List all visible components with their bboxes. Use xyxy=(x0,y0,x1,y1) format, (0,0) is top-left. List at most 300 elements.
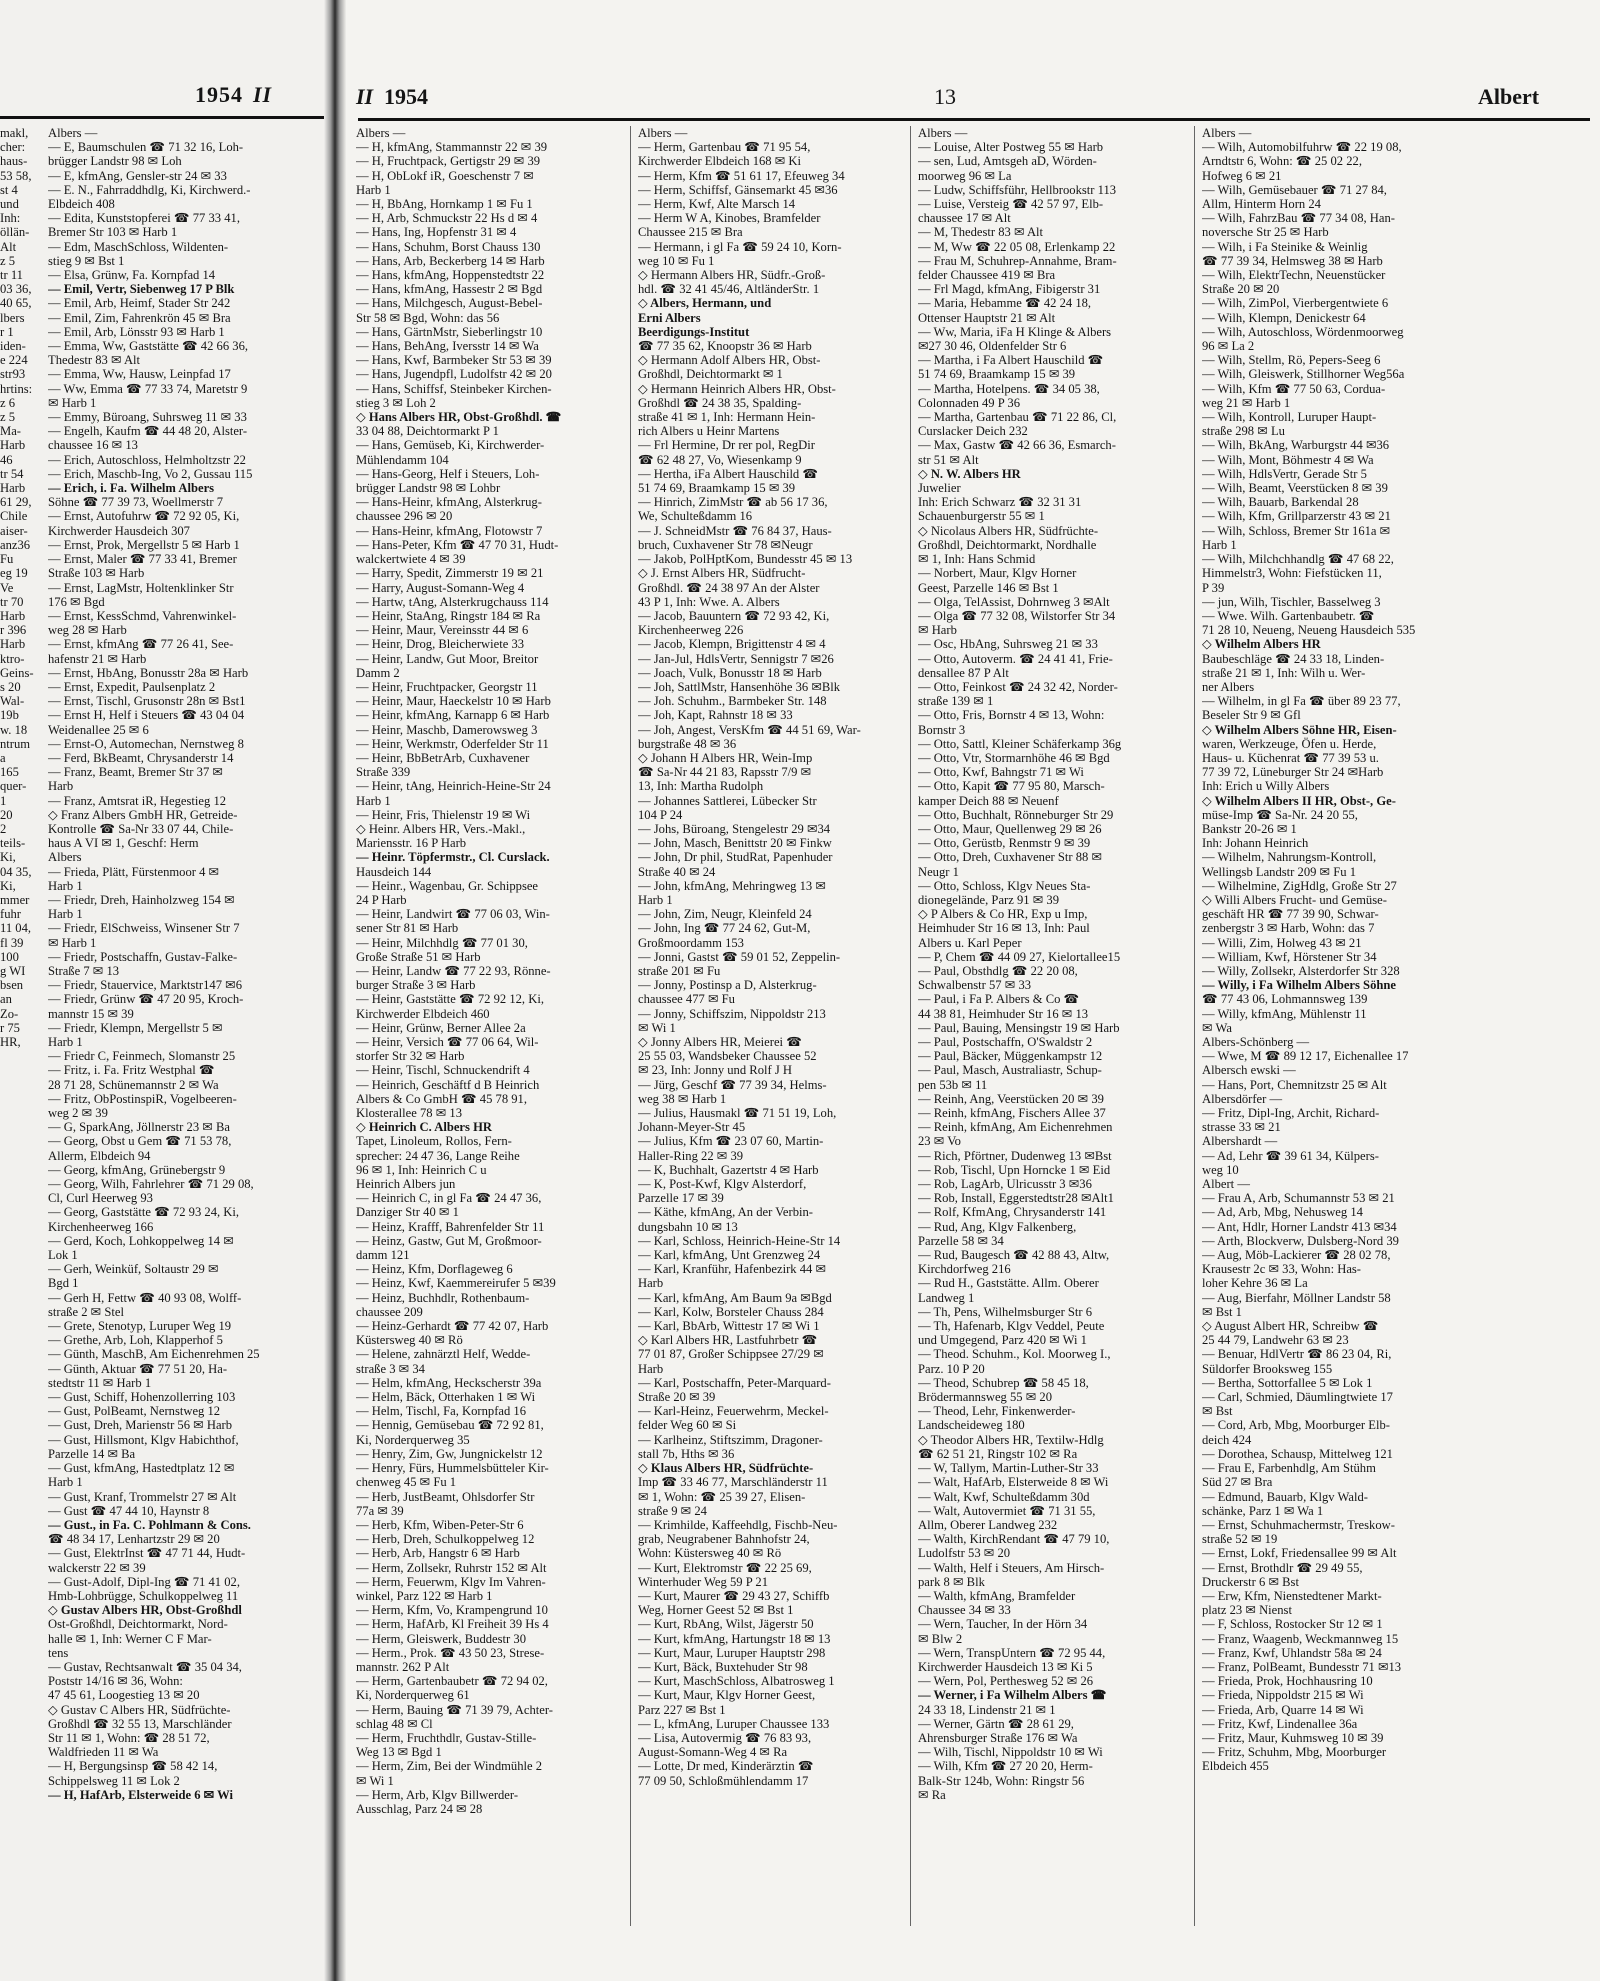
directory-line: — Grethe, Arb, Loh, Klapperhof 5 xyxy=(48,1333,223,1348)
left-page-header xyxy=(195,82,272,108)
directory-line: — Reinh, kfmAng, Am Eichenrehmen xyxy=(918,1120,1113,1135)
directory-line: — Henry, Zim, Gw, Jungnickelstr 12 xyxy=(356,1446,543,1461)
directory-line: ner Albers xyxy=(1202,679,1255,694)
directory-line: 71 28 10, Neueng, Neueng Hausdeich 535 xyxy=(1202,623,1416,638)
directory-line: chaussee 16 ✉ 13 xyxy=(48,438,138,453)
directory-line: — Walt, Kwf, Schulteßdamm 30d xyxy=(918,1489,1090,1504)
directory-line: — Franz, Kwf, Uhlandstr 58a ✉ 24 xyxy=(1202,1645,1382,1660)
directory-line: — Erich, Maschb-Ing, Vo 2, Gussau 115 xyxy=(48,466,253,481)
directory-line: — Max, Gastw ☎ 42 66 36, Esmarch- xyxy=(918,438,1116,453)
directory-line: mmer xyxy=(0,892,30,907)
directory-line: — Ernst-O, Automechan, Nernstweg 8 xyxy=(48,736,244,751)
directory-line: — E, kfmAng, Gensler-str 24 ✉ 33 xyxy=(48,168,227,183)
directory-line: Balk-Str 124b, Wohn: Ringstr 56 xyxy=(918,1773,1085,1788)
directory-line: Krausestr 2c ✉ 33, Wohn: Has- xyxy=(1202,1262,1362,1277)
directory-line: chenweg 45 ✉ Fu 1 xyxy=(356,1475,457,1490)
directory-line: cher: xyxy=(0,140,26,155)
directory-line: Bornstr 3 xyxy=(918,722,966,737)
directory-line: kamper Deich 88 ✉ Neuenf xyxy=(918,793,1059,808)
directory-line: — Th, Pens, Wilhelmsburger Str 6 xyxy=(918,1304,1093,1319)
directory-line: 03 36, xyxy=(0,282,32,297)
directory-line: — Ernst, Lokf, Friedensallee 99 ✉ Alt xyxy=(1202,1546,1397,1561)
directory-line: — Johannes Sattlerei, Lübecker Str xyxy=(638,793,817,808)
left-year: 1954 xyxy=(195,82,243,107)
directory-line: burger Straße 3 ✉ Harb xyxy=(356,978,476,993)
directory-line: — Heinr, Maur, Vereinsstr 44 ✉ 6 xyxy=(356,623,529,638)
directory-line: — Herm, Fruchthdlr, Gustav-Stille- xyxy=(356,1730,537,1745)
directory-line: — Karl-Heinz, Feuerwehrm, Meckel- xyxy=(638,1404,829,1419)
directory-line: zenbergstr 3 ✉ Harb, Wohn: das 7 xyxy=(1202,921,1375,936)
directory-line: — Ad, Lehr ☎ 39 61 34, Külpers- xyxy=(1202,1148,1379,1163)
directory-line: — Gerh, Weinküf, Soltaustr 29 ✉ xyxy=(48,1262,219,1277)
directory-line: öllän- xyxy=(0,225,30,240)
directory-line: — Frau A, Arb, Schumannstr 53 ✉ 21 xyxy=(1202,1191,1395,1206)
directory-line: ◇ Karl Albers HR, Lastfuhrbetr ☎ xyxy=(638,1333,818,1348)
directory-line: Parz 227 ✉ Bst 1 xyxy=(638,1702,726,1717)
directory-line: ◇ Gustav C Albers HR, Südfrüchte- xyxy=(48,1702,231,1717)
directory-line: — Frau E, Farbenhdlg, Am Stühm xyxy=(1202,1461,1376,1476)
directory-line: 25 44 79, Landwehr 63 ✉ 23 xyxy=(1202,1333,1349,1348)
directory-line: — Wilh, Tischl, Nippoldstr 10 ✉ Wi xyxy=(918,1745,1103,1760)
directory-line: — Hans, kfmAng, Hoppenstedtstr 22 xyxy=(356,268,545,283)
directory-line: — Wilh, Kontroll, Luruper Haupt- xyxy=(1202,410,1377,425)
directory-line: — Ernst, Schuhmachermstr, Treskow- xyxy=(1202,1517,1395,1532)
directory-line: Neugr 1 xyxy=(918,864,959,879)
directory-line: 61 29, xyxy=(0,495,32,510)
directory-line: straße 21 ✉ 1, Inh: Wilh u. Wer- xyxy=(1202,665,1366,680)
directory-line: — Frl Magd, kfmAng, Fibigerstr 31 xyxy=(918,282,1101,297)
directory-line: — Gerh H, Fettw ☎ 40 93 08, Wolff- xyxy=(48,1290,242,1305)
directory-line: 77 39 72, Lüneburger Str 24 ✉Harb xyxy=(1202,765,1384,780)
directory-line: Beerdigungs-Institut xyxy=(638,324,750,339)
directory-line: — Wilh, Automobilfuhrw ☎ 22 19 08, xyxy=(1202,140,1402,155)
directory-line: — Olga ☎ 77 32 08, Wilstorfer Str 34 xyxy=(918,608,1116,623)
directory-line: — Ernst, Prok, Mergellstr 5 ✉ Harb 1 xyxy=(48,537,240,552)
directory-line: — Lisa, Autovermig ☎ 76 83 93, xyxy=(638,1730,812,1745)
directory-line: — Wilh, Kfm, Grillparzerstr 43 ✉ 21 xyxy=(1202,509,1391,524)
directory-line: 13, Inh: Martha Rudolph xyxy=(638,779,764,794)
directory-line: — Karlheinz, Stiftszimm, Dragoner- xyxy=(638,1432,823,1447)
directory-line: 33 04 88, Deichtormarkt P 1 xyxy=(356,424,499,439)
book-gutter xyxy=(324,0,346,1981)
directory-line: — Frieda, Plätt, Fürstenmoor 4 ✉ xyxy=(48,864,220,879)
directory-line: Harb xyxy=(0,608,26,623)
directory-line: — Wilh, Milchchhandlg ☎ 47 68 22, xyxy=(1202,552,1394,567)
directory-line: ◇ J. Ernst Albers HR, Südfrucht- xyxy=(638,566,806,581)
directory-line: chaussee 296 ✉ 20 xyxy=(356,509,453,524)
directory-line: Ve xyxy=(0,580,14,595)
directory-line: — Heinrich C, in gl Fa ☎ 24 47 36, xyxy=(356,1191,542,1206)
directory-line: Bgd 1 xyxy=(48,1276,79,1291)
directory-line: — Joh. Schuhm., Barmbeker Str. 148 xyxy=(638,694,827,709)
directory-line: — Wilh, Kfm ☎ 27 20 20, Herm- xyxy=(918,1759,1093,1774)
directory-line: Großhdl, Deichtormarkt, Nordhalle xyxy=(918,537,1097,552)
directory-line: — Gust, Dreh, Marienstr 56 ✉ Harb xyxy=(48,1418,233,1433)
directory-line: Kirchwerder Hausdeich 307 xyxy=(48,523,190,538)
directory-line: — Heinr, Maschb, Damerowsweg 3 xyxy=(356,722,538,737)
directory-line: — Wilh, Bauarb, Barkendal 28 xyxy=(1202,495,1359,510)
directory-line: — Hans-Heinr, kfmAng, Flotowstr 7 xyxy=(356,523,543,538)
directory-line: — Jürg, Geschf ☎ 77 39 34, Helms- xyxy=(638,1077,827,1092)
directory-line: Albers — xyxy=(1202,126,1252,140)
directory-line: 96 ✉ 1, Inh: Heinrich C u xyxy=(356,1162,487,1177)
directory-line: 28 71 28, Schünemannstr 2 ✉ Wa xyxy=(48,1077,219,1092)
directory-line: — Franz, Beamt, Bremer Str 37 ✉ xyxy=(48,765,223,780)
directory-line: — Theod. Schuhm., Kol. Moorweg I., xyxy=(918,1347,1111,1362)
directory-line: Albers & Co GmbH ☎ 45 78 91, xyxy=(356,1091,528,1106)
directory-line: ◇ Wilhelm Albers II HR, Obst-, Ge- xyxy=(1202,793,1396,808)
directory-line: — Ernst, Expedit, Paulsenplatz 2 xyxy=(48,679,216,694)
directory-line: HR, xyxy=(0,1035,21,1049)
directory-line: — Wilh, Klempn, Denickestr 64 xyxy=(1202,310,1366,325)
directory-line: — Wern, Pol, Perthesweg 52 ✉ 26 xyxy=(918,1674,1094,1689)
directory-line: Weidenallee 25 ✉ 6 xyxy=(48,722,149,737)
directory-line: — Krimhilde, Kaffeehdlg, Fischb-Neu- xyxy=(638,1517,838,1532)
directory-line: — Fritz, Maur, Kuhmsweg 10 ✉ 39 xyxy=(1202,1730,1384,1745)
directory-line: Landscheideweg 180 xyxy=(918,1418,1025,1433)
directory-line: 51 74 69, Braamkamp 15 ✉ 39 xyxy=(918,367,1076,382)
directory-line: — Walt, HafArb, Elsterweide 8 ✉ Wi xyxy=(918,1475,1109,1490)
directory-line: — Willy, kfmAng, Mühlenstr 11 xyxy=(1202,1006,1367,1021)
directory-line: Harb 1 xyxy=(48,878,83,893)
directory-line: Thedestr 83 ✉ Alt xyxy=(48,353,141,368)
directory-line: — Kurt, Maur, Luruper Hauptstr 298 xyxy=(638,1645,826,1660)
directory-line: straße 139 ✉ 1 xyxy=(918,694,994,709)
directory-line: — Paul, Masch, Australiastr, Schup- xyxy=(918,1063,1102,1078)
directory-line: schlag 48 ✉ Cl xyxy=(356,1716,433,1731)
directory-line: rich Albers u Heinr Martens xyxy=(638,424,780,439)
directory-line: — Herm, Zollsekr, Ruhrstr 152 ✉ Alt xyxy=(356,1560,547,1575)
directory-line: ☎ 62 48 27, Vo, Wiesenkamp 9 xyxy=(638,452,802,467)
directory-line: Albers — xyxy=(48,126,98,140)
directory-line: — Edmund, Bauarb, Klgv Wald- xyxy=(1202,1489,1368,1504)
directory-line: Küstersweg 40 ✉ Rö xyxy=(356,1333,463,1348)
directory-line: — Heinr, Fruchtpacker, Georgstr 11 xyxy=(356,679,538,694)
directory-line: Albers — xyxy=(918,126,968,140)
directory-line: — Karl, kfmAng, Am Baum 9a ✉Bgd xyxy=(638,1290,832,1305)
directory-line: — Helm, Bäck, Otterhaken 1 ✉ Wi xyxy=(356,1390,536,1405)
directory-line: 96 ✉ La 2 xyxy=(1202,339,1255,354)
directory-line: — Georg, Obst u Gem ☎ 71 53 78, xyxy=(48,1134,232,1149)
directory-line: — Emil, Arb, Heimf, Stader Str 242 xyxy=(48,296,231,311)
directory-line: Inh: Erich Schwarz ☎ 32 31 31 xyxy=(918,495,1082,510)
directory-line: hrtins: xyxy=(0,381,33,396)
directory-line: — Martha, Gartenbau ☎ 71 22 86, Cl, xyxy=(918,410,1117,425)
directory-line: chaussee 477 ✉ Fu xyxy=(638,992,735,1007)
directory-line: — Wilh, Gleiswerk, Stillhorner Weg56a xyxy=(1202,367,1405,382)
directory-line: ✉ 1, Wohn: ☎ 25 39 27, Elisen- xyxy=(638,1489,806,1504)
directory-line: — Rob, Install, Eggerstedtstr28 ✉Alt1 xyxy=(918,1191,1114,1206)
directory-line: ☎ 48 34 17, Lenhartzstr 29 ✉ 20 xyxy=(48,1532,220,1547)
directory-column-2 xyxy=(638,126,906,1788)
directory-line: — Hans, Schiffsf, Steinbeker Kirchen- xyxy=(356,381,552,396)
directory-line: — Hertha, iFa Albert Hauschild ☎ xyxy=(638,466,819,481)
directory-line: ✉ Wa xyxy=(1202,1020,1232,1035)
directory-line: — G, SparkAng, Jöllnerstr 23 ✉ Ba xyxy=(48,1120,230,1135)
directory-line: — Edita, Kunststopferei ☎ 77 33 41, xyxy=(48,211,240,226)
directory-line: — Emil, Vertr, Siebenweg 17 P Blk xyxy=(48,282,235,297)
directory-line: — Herm, Schiffsf, Gänsemarkt 45 ✉36 xyxy=(638,182,838,197)
directory-line: Inh: Johann Heinrich xyxy=(1202,836,1309,851)
directory-line: Allm, Oberer Landweg 232 xyxy=(918,1517,1058,1532)
directory-line: — Arth, Blockverw, Dulsberg-Nord 39 xyxy=(1202,1233,1399,1248)
directory-line: Ausschlag, Parz 24 ✉ 28 xyxy=(356,1801,483,1816)
directory-line: 40 65, xyxy=(0,296,32,311)
directory-line: — Emil, Arb, Lönsstr 93 ✉ Harb 1 xyxy=(48,324,225,339)
directory-line: Chaussee 34 ✉ 33 xyxy=(918,1603,1011,1618)
directory-line: tr 11 xyxy=(0,268,23,283)
directory-line: — Herm., Prok. ☎ 43 50 23, Strese- xyxy=(356,1645,545,1660)
directory-line: straße 52 ✉ 19 xyxy=(1202,1532,1278,1547)
directory-line: storfer Str 32 ✉ Harb xyxy=(356,1049,465,1064)
directory-line: — Ernst H, Helf i Steuers ☎ 43 04 04 xyxy=(48,708,245,723)
directory-line: moorweg 96 ✉ La xyxy=(918,168,1012,183)
directory-line: — Herm, Kfm ☎ 51 61 17, Efeuweg 34 xyxy=(638,168,845,183)
directory-line: — Gustav, Rechtsanwalt ☎ 35 04 34, xyxy=(48,1659,242,1674)
directory-line: Allm, Hinterm Horn 24 xyxy=(1202,197,1321,212)
directory-line: — H, kfmAng, Stammannstr 22 ✉ 39 xyxy=(356,140,548,155)
directory-line: — Gerd, Koch, Lohkoppelweg 14 ✉ xyxy=(48,1233,234,1248)
directory-line: ◇ Heinr. Albers HR, Vers.-Makl., xyxy=(356,821,526,836)
directory-line: Straße 40 ✉ 24 xyxy=(638,864,716,879)
directory-line: Haus- u. Küchenrat ☎ 77 39 53 u. xyxy=(1202,750,1379,765)
directory-line: 165 xyxy=(0,765,19,780)
directory-line: ✉ Blw 2 xyxy=(918,1631,963,1646)
directory-line: — Ernst, kfmAng ☎ 77 26 41, See- xyxy=(48,637,234,652)
directory-line: — Otto, Maur, Quellenweg 29 ✉ 26 xyxy=(918,821,1102,836)
directory-line: bruch, Cuxhavener Str 78 ✉Neugr xyxy=(638,537,813,552)
directory-line: 24 33 18, Lindenstr 21 ✉ 1 xyxy=(918,1702,1056,1717)
directory-line: — Joh, SattlMstr, Hansenhöhe 36 ✉Blk xyxy=(638,679,841,694)
directory-line: Ottenser Hauptstr 21 ✉ Alt xyxy=(918,310,1056,325)
directory-line: Harb xyxy=(0,481,26,496)
directory-column-3 xyxy=(918,126,1190,1802)
directory-line: — Wilhelm, Nahrungsm-Kontroll, xyxy=(1202,850,1377,865)
directory-line: ◇ Franz Albers GmbH HR, Getreide- xyxy=(48,807,238,822)
directory-line: Elbdeich 408 xyxy=(48,197,115,212)
directory-line: pen 53b ✉ 11 xyxy=(918,1077,988,1092)
directory-line: Str 58 ✉ Bgd, Wohn: das 56 xyxy=(356,310,500,325)
directory-line: — Wilh, Autoschloss, Wördenmoorweg xyxy=(1202,324,1404,339)
directory-line: Albers u. Karl Peper xyxy=(918,935,1022,950)
directory-line: Albert — xyxy=(1202,1177,1250,1192)
directory-line: — Hans, kfmAng, Hassestr 2 ✉ Bgd xyxy=(356,282,543,297)
directory-line: — Georg, Wilh, Fahrlehrer ☎ 71 29 08, xyxy=(48,1177,254,1192)
directory-line: makl, xyxy=(0,126,29,140)
directory-line: Geest, Parzelle 146 ✉ Bst 1 xyxy=(918,580,1059,595)
directory-line: — Heinz, Gastw, Gut M, Großmoor- xyxy=(356,1233,542,1248)
directory-line: straße 3 ✉ 34 xyxy=(356,1361,425,1376)
directory-line: — Heinrich, Geschäftf d B Heinrich xyxy=(356,1077,540,1092)
directory-line: walckerstr 22 ✉ 39 xyxy=(48,1560,146,1575)
directory-line: 44 38 81, Heimhuder Str 16 ✉ 13 xyxy=(918,1006,1089,1021)
directory-line: Kirchenheerweg 226 xyxy=(638,623,744,638)
directory-line: Inh: xyxy=(0,211,21,226)
directory-line: 19b xyxy=(0,708,19,723)
directory-line: — Frieda, Arb, Quarre 14 ✉ Wi xyxy=(1202,1702,1364,1717)
directory-line: — Fritz, ObPostinspiR, Vogelbeeren- xyxy=(48,1091,237,1106)
directory-line: — Joh, Kapt, Rahnstr 18 ✉ 33 xyxy=(638,708,793,723)
directory-line: stieg 9 ✉ Bst 1 xyxy=(48,253,125,268)
directory-line: — Georg, Gaststätte ☎ 72 93 24, Ki, xyxy=(48,1205,240,1220)
directory-line: Harb 1 xyxy=(356,182,391,197)
column-divider xyxy=(1194,126,1195,1926)
directory-line: — Hermann, i gl Fa ☎ 59 24 10, Korn- xyxy=(638,239,842,254)
directory-line: — Kurt, Maur, Klgv Horner Geest, xyxy=(638,1688,816,1703)
directory-line: ✉ 1, Inh: Hans Schmid xyxy=(918,552,1036,567)
directory-line: — Franz, PolBeamt, Bundesstr 71 ✉13 xyxy=(1202,1659,1402,1674)
directory-line: 51 74 69, Braamkamp 15 ✉ 39 xyxy=(638,481,796,496)
directory-line: Weg, Horner Geest 52 ✉ Bst 1 xyxy=(638,1603,794,1618)
directory-line: — Herm, Arb, Klgv Billwerder- xyxy=(356,1787,519,1802)
directory-line: — Otto, Gerüstb, Renmstr 9 ✉ 39 xyxy=(918,836,1091,851)
directory-line: ntrum xyxy=(0,736,31,751)
directory-line: ✉ Bst xyxy=(1202,1404,1233,1419)
directory-line: stedtstr 11 ✉ Harb 1 xyxy=(48,1375,152,1390)
directory-line: straße 41 ✉ 1, Inh: Hermann Hein- xyxy=(638,410,816,425)
directory-line: — Otto, Vtr, Stormarnhöhe 46 ✉ Bgd xyxy=(918,750,1110,765)
directory-line: Großhdl. ☎ 24 38 97 An der Alster xyxy=(638,580,820,595)
directory-line: — Joach, Vulk, Bonusstr 18 ✉ Harb xyxy=(638,665,822,680)
directory-line: — Gust ☎ 47 44 10, Haynstr 8 xyxy=(48,1503,210,1518)
directory-line: Cl, Curl Heerweg 93 xyxy=(48,1191,153,1206)
directory-line: r 396 xyxy=(0,623,27,638)
directory-line: — Kurt, kfmAng, Hartungstr 18 ✉ 13 xyxy=(638,1631,831,1646)
directory-line: — John, Masch, Benittstr 20 ✉ Finkw xyxy=(638,836,832,851)
directory-line: Harb xyxy=(638,1276,664,1291)
directory-line: — Martha, Hotelpens. ☎ 34 05 38, xyxy=(918,381,1100,396)
directory-line: 20 xyxy=(0,807,13,822)
directory-line: — Wilh, Gemüsebauer ☎ 71 27 84, xyxy=(1202,182,1387,197)
directory-line: — Herm, Bauing ☎ 71 39 79, Achter- xyxy=(356,1702,553,1717)
directory-line: — Jonny, Postinsp a D, Alsterkrug- xyxy=(638,978,817,993)
directory-line: Harb xyxy=(48,779,74,794)
directory-line: fuhr xyxy=(0,907,21,922)
directory-line: — Herm, Feuerwm, Klgv Im Vahren- xyxy=(356,1574,546,1589)
directory-line: — Käthe, kfmAng, An der Verbin- xyxy=(638,1205,813,1220)
directory-line: burgstraße 48 ✉ 36 xyxy=(638,736,737,751)
directory-line: — Benuar, HdlVertr ☎ 86 23 04, Ri, xyxy=(1202,1347,1392,1362)
directory-line: 100 xyxy=(0,949,19,964)
directory-line: e 224 xyxy=(0,353,28,368)
left-page-column xyxy=(48,126,316,1802)
directory-line: — Günth, Aktuar ☎ 77 51 20, Ha- xyxy=(48,1361,228,1376)
directory-line: — Rud H., Gaststätte. Allm. Oberer xyxy=(918,1276,1099,1291)
directory-line: Süldorfer Brooksweg 155 xyxy=(1202,1361,1333,1376)
directory-line: — Hans, Schuhm, Borst Chauss 130 xyxy=(356,239,541,254)
directory-line: — Heinz, Kwf, Kaemmereirufer 5 ✉39 xyxy=(356,1276,556,1291)
directory-line: Süd 27 ✉ Bra xyxy=(1202,1475,1273,1490)
running-head: Albert xyxy=(1478,84,1540,109)
directory-line: weg 28 ✉ Harb xyxy=(48,623,127,638)
directory-line: Parzelle 14 ✉ Ba xyxy=(48,1446,136,1461)
directory-line: weg 10 ✉ Fu 1 xyxy=(638,253,715,268)
directory-line: — Willy, i Fa Wilhelm Albers Söhne xyxy=(1202,978,1396,993)
directory-line: Wohn: Küstersweg 40 ✉ Rö xyxy=(638,1546,782,1561)
directory-line: Str 11 ✉ 1, Wohn: ☎ 28 51 72, xyxy=(48,1730,210,1745)
directory-line: — E. N., Fahrraddhdlg, Ki, Kirchwerd.- xyxy=(48,182,251,197)
directory-line: quer- xyxy=(0,779,27,794)
directory-line: ◇ Nicolaus Albers HR, Südfrüchte- xyxy=(918,523,1099,538)
directory-line: — Wwe. Wilh. Gartenbaubetr. ☎ xyxy=(1202,608,1375,623)
directory-line: — Erw, Kfm, Nienstedtener Markt- xyxy=(1202,1588,1382,1603)
directory-line: — Karl, kfmAng, Unt Grenzweg 24 xyxy=(638,1248,821,1263)
directory-line: — Walth, KirchRendant ☎ 47 79 10, xyxy=(918,1532,1110,1547)
directory-line: Wellingsb Landstr 209 ✉ Fu 1 xyxy=(1202,864,1357,879)
directory-line: — Grete, Stenotyp, Luruper Weg 19 xyxy=(48,1319,232,1334)
directory-line: — P, Chem ☎ 44 09 27, Kielortallee15 xyxy=(918,949,1121,964)
directory-line: — sen, Lud, Amtsgeh aD, Wörden- xyxy=(918,154,1097,169)
directory-line: Straße 20 ✉ 20 xyxy=(1202,282,1280,297)
directory-line: ◇ Hermann Adolf Albers HR, Obst- xyxy=(638,353,821,368)
directory-line: 104 P 24 xyxy=(638,807,683,822)
directory-line: — H, Arb, Schmuckstr 22 Hs d ✉ 4 xyxy=(356,211,538,226)
directory-line: — Kurt, RbAng, Wilst, Jägerstr 50 xyxy=(638,1617,814,1632)
directory-line: Damm 2 xyxy=(356,665,400,680)
directory-line: — Fritz, Kwf, Lindenallee 36a xyxy=(1202,1716,1358,1731)
directory-line: — Dorothea, Schausp, Mittelweg 121 xyxy=(1202,1446,1393,1461)
directory-line: — Ernst, Tischl, Grusonstr 28n ✉ Bst1 xyxy=(48,694,246,709)
directory-line: sener Str 81 ✉ Harb xyxy=(356,921,459,936)
directory-line: straße 2 ✉ Stel xyxy=(48,1304,124,1319)
directory-line: — Gust, Kranf, Trommelstr 27 ✉ Alt xyxy=(48,1489,237,1504)
directory-line: Großhdl ☎ 32 55 13, Marschländer xyxy=(48,1716,232,1731)
left-part: II xyxy=(253,82,273,107)
directory-line: ☎ 77 43 06, Lohmannsweg 139 xyxy=(1202,992,1368,1007)
directory-line: Heimhuder Str 16 ✉ 13, Inh: Paul xyxy=(918,921,1090,936)
directory-line: Söhne ☎ 77 39 73, Woellmerstr 7 xyxy=(48,495,223,510)
directory-line: Ma- xyxy=(0,424,21,439)
directory-line: — Wilh, ElektrTechn, Neuenstücker xyxy=(1202,268,1386,283)
directory-line: — L, kfmAng, Luruper Chaussee 133 xyxy=(638,1716,830,1731)
directory-line: — Julius, Hausmakl ☎ 71 51 19, Loh, xyxy=(638,1106,837,1121)
directory-line: — Heinr, Gaststätte ☎ 72 92 12, Ki, xyxy=(356,992,544,1007)
directory-line: — Otto, Dreh, Cuxhavener Str 88 ✉ xyxy=(918,850,1103,865)
directory-line: Schippelsweg 11 ✉ Lok 2 xyxy=(48,1773,180,1788)
directory-line: ◇ Klaus Albers HR, Südfrüchte- xyxy=(638,1461,814,1476)
directory-line: 53 58, xyxy=(0,168,32,183)
directory-line: Weg 13 ✉ Bgd 1 xyxy=(356,1745,442,1760)
directory-line: Hausdeich 144 xyxy=(356,864,432,879)
directory-line: Elbdeich 455 xyxy=(1202,1759,1269,1774)
directory-line: — Paul, Postschaffn, O'Swaldstr 2 xyxy=(918,1035,1093,1049)
directory-line: Schwalbenstr 57 ✉ 33 xyxy=(918,978,1032,993)
directory-line: 77 09 50, Schloßmühlendamm 17 xyxy=(638,1773,809,1788)
directory-line: — Jan-Jul, HdlsVertr, Sennigstr 7 ✉26 xyxy=(638,651,834,666)
directory-line: Kontrolle ☎ Sa-Nr 33 07 44, Chile- xyxy=(48,821,234,836)
directory-line: — Otto, Sattl, Kleiner Schäferkamp 36g xyxy=(918,736,1122,751)
directory-line: — Wilh, ZimPol, Vierbergentwiete 6 xyxy=(1202,296,1389,311)
directory-line: — Otto, Autoverm. ☎ 24 41 41, Frie- xyxy=(918,651,1113,666)
directory-line: — Emmy, Büroang, Suhrsweg 11 ✉ 33 xyxy=(48,410,247,425)
directory-line: Baubeschläge ☎ 24 33 18, Linden- xyxy=(1202,651,1385,666)
left-previous-column-fragment xyxy=(0,126,38,1049)
directory-line: — Kurt, Elektromstr ☎ 22 25 69, xyxy=(638,1560,812,1575)
directory-line: — Ww, Emma ☎ 77 33 74, Maretstr 9 xyxy=(48,381,248,396)
directory-line: — Cord, Arb, Mbg, Moorburger Elb- xyxy=(1202,1418,1390,1433)
directory-line: — Otto, Kwf, Bahngstr 71 ✉ Wi xyxy=(918,765,1084,780)
directory-line: — Norbert, Maur, Klgv Horner xyxy=(918,566,1077,581)
directory-line: — Harry, August-Somann-Weg 4 xyxy=(356,580,525,595)
directory-line: Mariensstr. 16 P Harb xyxy=(356,836,467,851)
directory-line: ◇ Willi Albers Frucht- und Gemüse- xyxy=(1202,892,1387,907)
directory-line: — Herm, HafArb, Kl Freiheit 39 Hs 4 xyxy=(356,1617,549,1632)
directory-line: waren, Werkzeuge, Öfen u. Herde, xyxy=(1202,736,1377,751)
directory-line: — Friedr, Klempn, Mergellstr 5 ✉ xyxy=(48,1020,223,1035)
directory-line: — Heinr, Werkmstr, Oderfelder Str 11 xyxy=(356,736,549,751)
directory-line: w. 18 xyxy=(0,722,28,737)
directory-line: — Wilhelm, in gl Fa ☎ über 89 23 77, xyxy=(1202,694,1401,709)
